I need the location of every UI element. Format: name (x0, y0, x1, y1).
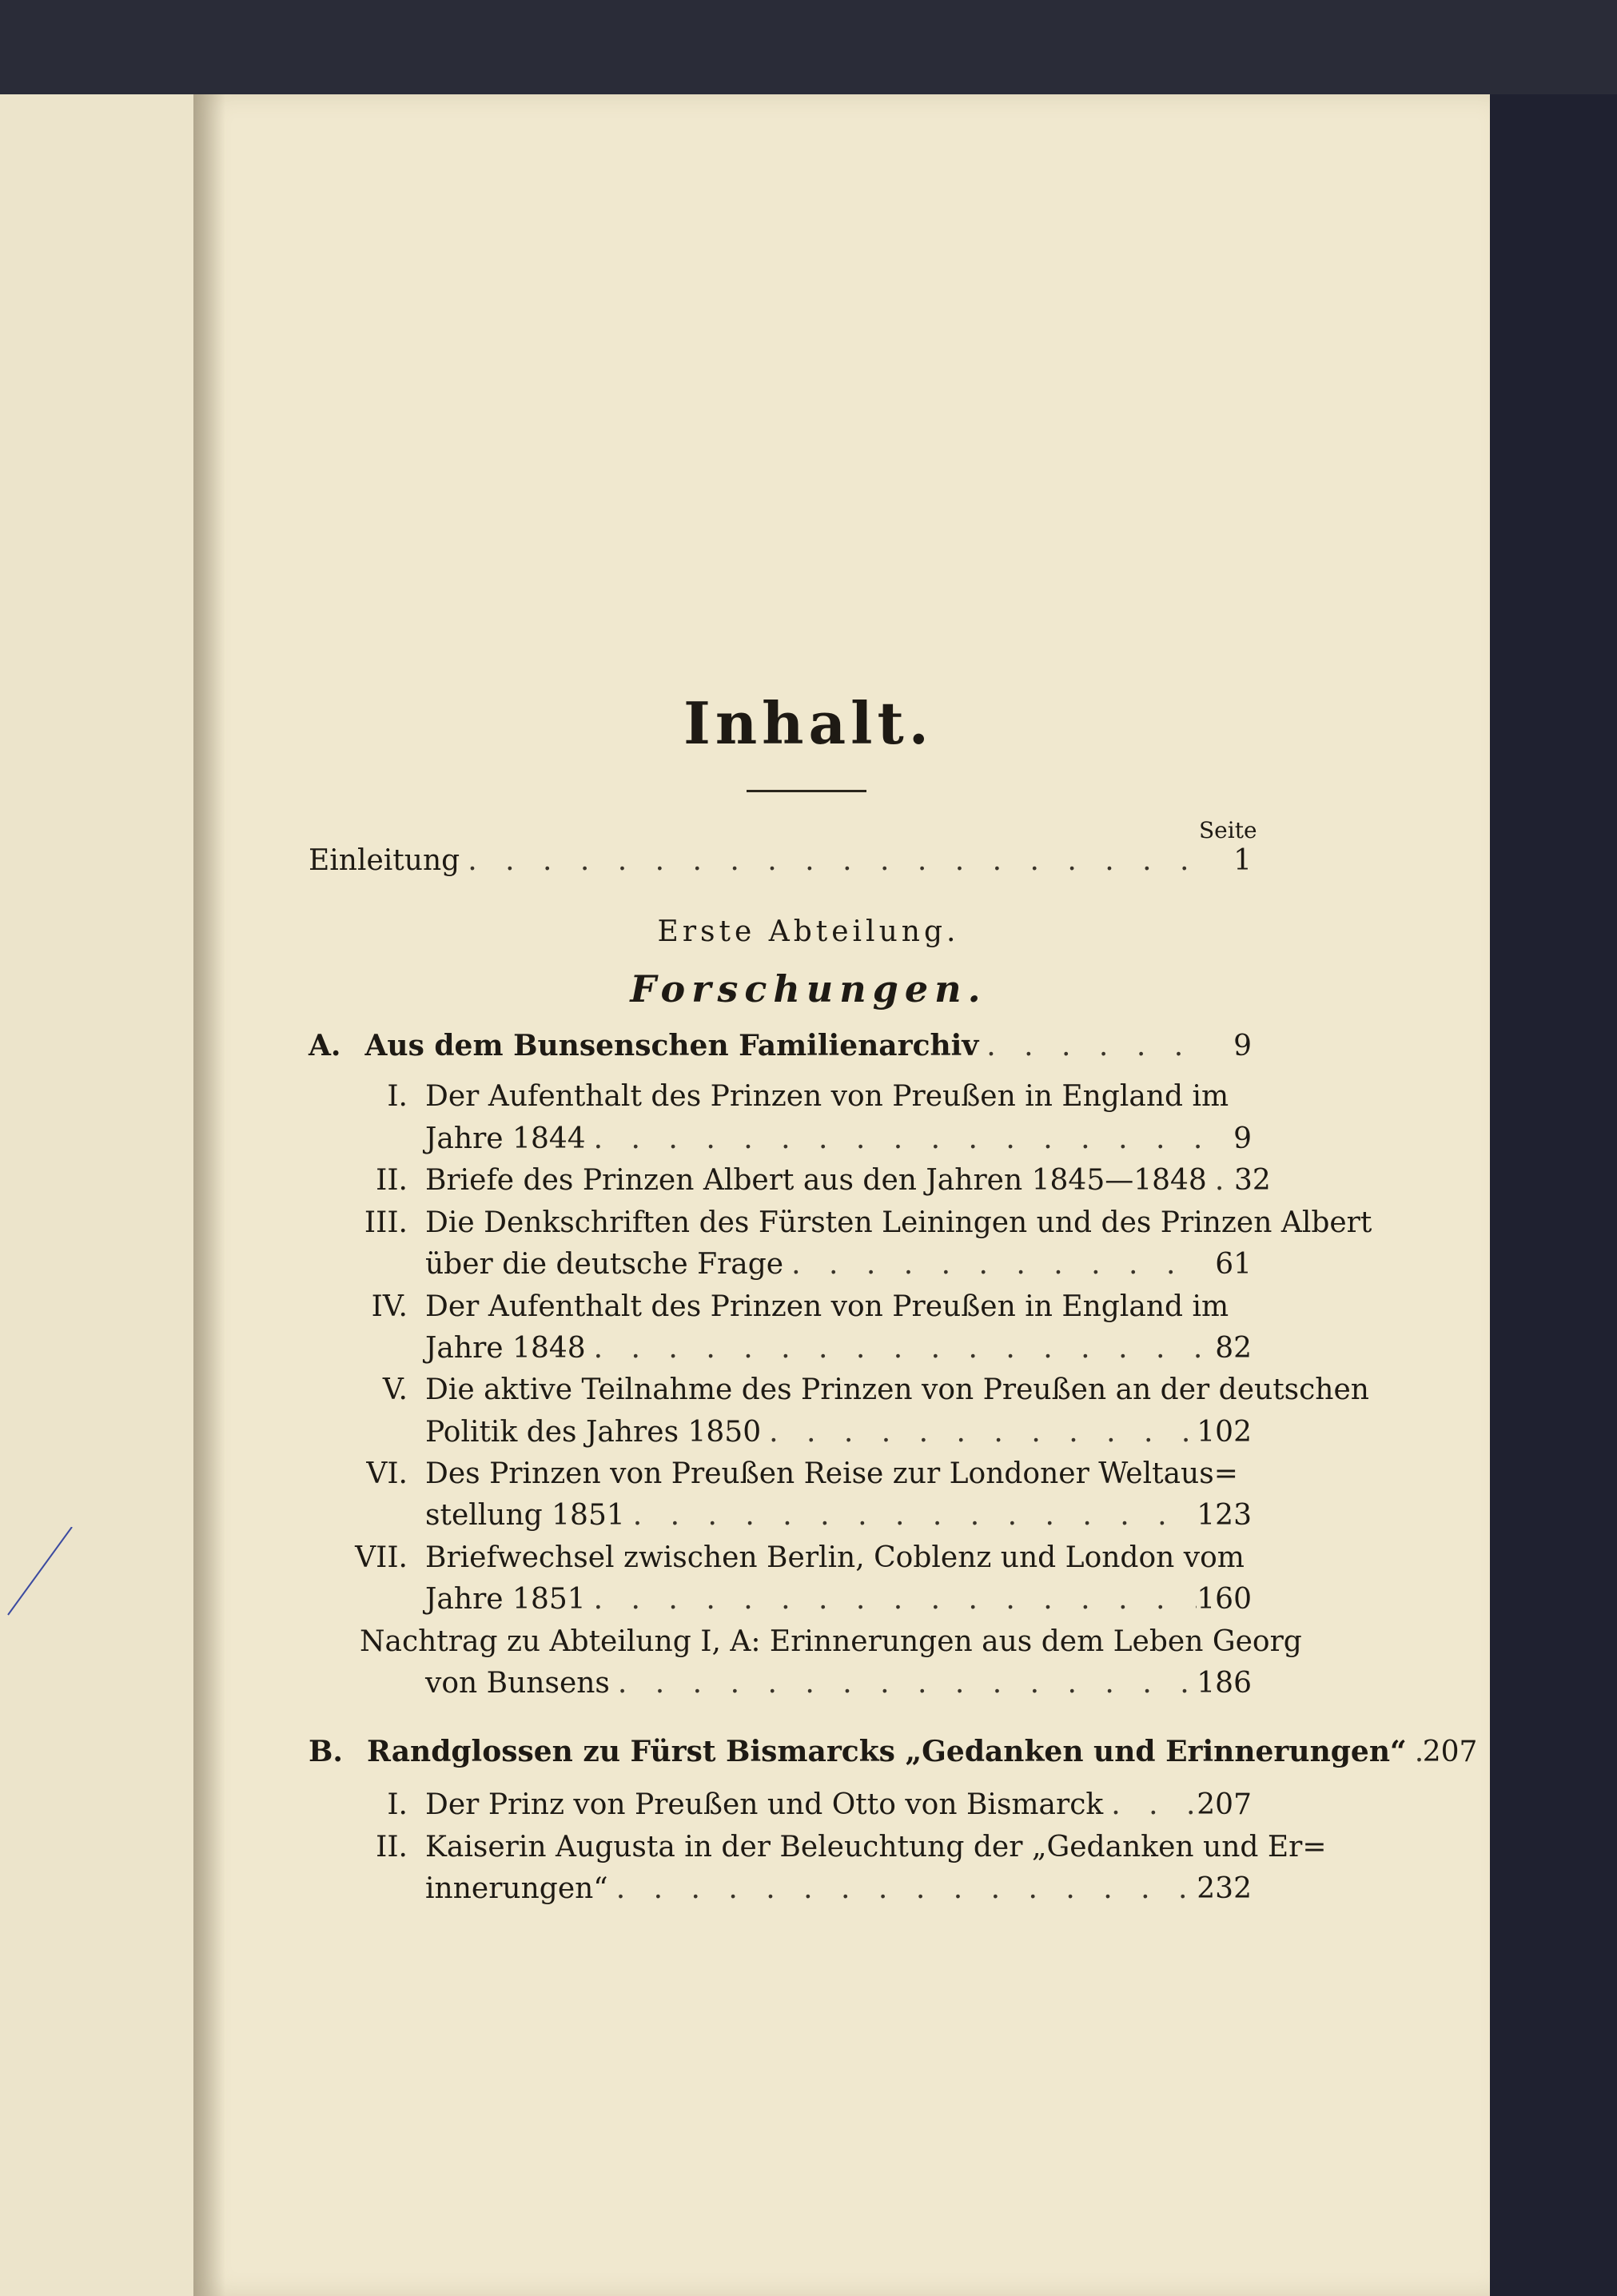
toc-entry[interactable] (425, 1119, 1252, 1159)
item-number: I. (387, 1080, 408, 1113)
page-column-label: Seite (1199, 817, 1257, 843)
leader-dots (761, 1413, 1197, 1453)
page-number: 9 (1233, 1122, 1252, 1155)
toc-entry[interactable] (425, 1245, 1252, 1285)
leader-dots (1407, 1732, 1423, 1772)
item-number: I. (387, 1788, 408, 1821)
leader-dots (1103, 1785, 1197, 1825)
leader-dots (608, 1869, 1197, 1909)
item-title-line[interactable]: Kaiserin Augusta in der Beleuchtung der „Gedanken und Er= (425, 1831, 1327, 1864)
section-title: Randglossen zu Fürst Bismarcks „Gedanken und Erinnerungen“ (366, 1735, 1407, 1768)
item-title-line: von Bunsens (425, 1667, 610, 1700)
item-number: VI. (366, 1457, 408, 1490)
item-number: VII. (355, 1541, 408, 1574)
toc-section-a[interactable] (309, 1026, 1252, 1066)
page-number: 1 (1233, 844, 1252, 877)
part-label: Erste Abteilung. (657, 915, 960, 948)
page-number: 186 (1197, 1667, 1252, 1700)
page-number: 123 (1197, 1499, 1252, 1532)
entry-label: Einleitung (309, 844, 460, 877)
toc-entry[interactable] (425, 1413, 1252, 1453)
leader-dots (586, 1329, 1204, 1369)
page-number: 32 (1234, 1164, 1271, 1197)
item-title-line: Jahre 1848 (425, 1332, 586, 1365)
item-number: V. (382, 1373, 408, 1406)
part-title: Forschungen. (630, 967, 987, 1010)
section-letter: A. (309, 1029, 341, 1062)
leader-dots (610, 1664, 1197, 1704)
item-title-line: Jahre 1851 (425, 1583, 586, 1616)
leader-dots (460, 841, 1204, 881)
leader-dots (783, 1245, 1204, 1285)
item-title-line[interactable]: Die Denkschriften des Fürsten Leiningen und des Prinzen Albert (425, 1206, 1372, 1239)
page-number: 102 (1197, 1416, 1252, 1449)
page-title: Inhalt. (683, 689, 934, 757)
item-title-line: Jahre 1844 (425, 1122, 586, 1155)
page-number: 61 (1215, 1248, 1252, 1281)
item-title-line[interactable]: Die aktive Teilnahme des Prinzen von Preußen an der deutschen (425, 1373, 1369, 1406)
leader-dots (625, 1496, 1197, 1536)
toc-entry[interactable] (425, 1785, 1252, 1825)
pencil-mark-icon (0, 1527, 80, 1623)
item-title-line[interactable]: Der Aufenthalt des Prinzen von Preußen in England im (425, 1290, 1229, 1323)
leader-dots (978, 1026, 1204, 1066)
item-title-line[interactable]: Briefwechsel zwischen Berlin, Coblenz und London vom (425, 1541, 1245, 1574)
toc-entry-addendum[interactable] (425, 1664, 1252, 1704)
page-gutter (193, 94, 225, 2296)
item-title-line[interactable]: Der Aufenthalt des Prinzen von Preußen in England im (425, 1080, 1229, 1113)
item-title-line: Politik des Jahres 1850 (425, 1416, 762, 1449)
addendum-title-line[interactable]: Nachtrag zu Abteilung I, A: Erinnerungen aus dem Leben Georg (360, 1625, 1302, 1658)
page-number: 82 (1215, 1332, 1252, 1365)
item-number: II. (376, 1831, 408, 1864)
toc-entry[interactable] (425, 1496, 1252, 1536)
toc-entry[interactable] (425, 1161, 1271, 1201)
page-number: 160 (1197, 1583, 1252, 1616)
item-title-line: stellung 1851 (425, 1499, 625, 1532)
page-number: 9 (1233, 1030, 1252, 1062)
section-title: Aus dem Bunsenschen Familienarchiv (364, 1029, 979, 1062)
toc-entry-introduction[interactable] (309, 841, 1252, 881)
item-title-line: über die deutsche Frage (425, 1248, 784, 1281)
leader-dots (1207, 1161, 1223, 1201)
item-number: IV. (371, 1290, 408, 1323)
left-page (0, 94, 204, 2296)
page-number: 207 (1422, 1736, 1478, 1768)
toc-entry[interactable] (425, 1869, 1252, 1909)
title-rule (747, 790, 866, 792)
item-number: II. (376, 1164, 408, 1197)
item-number: III. (364, 1206, 408, 1239)
page-number: 207 (1197, 1788, 1252, 1821)
toc-entry[interactable] (425, 1580, 1252, 1620)
leader-dots (586, 1119, 1204, 1159)
page-number: 232 (1197, 1872, 1252, 1905)
item-title-line[interactable]: Des Prinzen von Preußen Reise zur Londoner Weltaus= (425, 1457, 1238, 1490)
leader-dots (586, 1580, 1197, 1620)
item-title-line: Briefe des Prinzen Albert aus den Jahren 1845—1848 (425, 1164, 1207, 1197)
book-edge (1490, 94, 1617, 2296)
toc-entry[interactable] (425, 1329, 1252, 1369)
item-title-line: innerungen“ (425, 1872, 608, 1905)
section-letter: B. (309, 1735, 343, 1768)
toc-section-b[interactable] (309, 1732, 1478, 1772)
item-title-line: Der Prinz von Preußen und Otto von Bismarck (425, 1788, 1104, 1821)
